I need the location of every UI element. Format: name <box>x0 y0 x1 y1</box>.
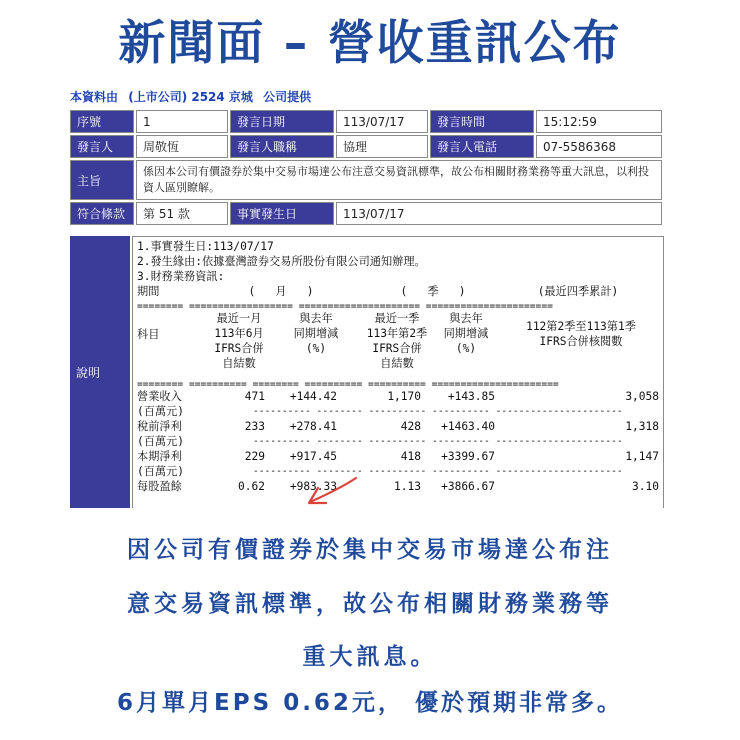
period-quarter: ( 季 ) <box>400 285 466 298</box>
row-pretax-b: +278.41 <box>289 420 337 433</box>
info-row-2 <box>70 135 662 158</box>
row-pretax-unit: (百萬元) <box>137 435 185 448</box>
row-net-c: 418 <box>400 450 421 463</box>
row-revenue-c: 1,170 <box>387 390 421 403</box>
serial-label: 序號 <box>70 110 134 133</box>
source-line <box>70 88 317 105</box>
source-suffix: 公司提供 <box>263 90 312 104</box>
row-revenue-name: 營業收入 <box>137 390 182 403</box>
row-eps-e: 3.10 <box>632 480 659 493</box>
col-d-header: 與去年 同期增減 (%) <box>443 312 489 355</box>
phone-value: 07-5586368 <box>536 135 662 158</box>
row-eps-name: 每股盈餘 <box>137 480 182 493</box>
source-company: (上市公司) 2524 京城 <box>128 90 253 104</box>
col-a-header: 最近一月 113年6月 IFRS合併 自結數 <box>214 312 264 370</box>
desc-line-2: 2.發生緣由:依據臺灣證券交易所股份有限公司通知辦理。 <box>137 255 426 268</box>
row-net-d: +3399.67 <box>441 450 495 463</box>
date-label: 發言日期 <box>230 110 334 133</box>
source-prefix: 本資料由 <box>70 90 119 104</box>
col-e-header: 112第2季至113第1季 IFRS合併核閱數 <box>526 320 636 348</box>
info-row-4 <box>70 202 662 225</box>
desc-line-1: 1.事實發生日:113/07/17 <box>137 240 274 253</box>
dash-1: ---------- -------- ---------- ---------- ---------------------- <box>201 406 623 417</box>
headline: 新聞面 – 營收重訊公布 <box>118 16 622 71</box>
separator-2: ======== ========== ======== ========== ========== ====================== <box>137 379 559 390</box>
row-net-b: +917.45 <box>289 450 337 463</box>
row-revenue-d: +143.85 <box>447 390 495 403</box>
col-c-header: 最近一季 113年第2季 IFRS合併 自結數 <box>366 312 428 370</box>
event-value: 113/07/17 <box>336 202 662 225</box>
time-value: 15:12:59 <box>536 110 662 133</box>
dash-2: ---------- -------- ---------- ---------- ---------------------- <box>201 436 623 447</box>
period-month: ( 月 ) <box>248 285 314 298</box>
speaker-value: 周敬恆 <box>136 135 228 158</box>
clause-label: 符合條款 <box>70 202 134 225</box>
subject-value: 係因本公司有價證券於集中交易市場達公布注意交易資訊標準，故公布相關財務業務等重大訊息，以利投資人區別瞭解。 <box>136 160 662 200</box>
row-pretax-c: 428 <box>400 420 421 433</box>
caption-line-3: 重大訊息。 <box>302 644 438 670</box>
desc-label: 說明 <box>70 236 130 508</box>
row-revenue-unit: (百萬元) <box>137 405 185 418</box>
serial-value: 1 <box>136 110 228 133</box>
row-eps-c: 1.13 <box>394 480 421 493</box>
phone-label: 發言人電話 <box>430 135 534 158</box>
caption-line-1: 因公司有價證券於集中交易市場達公布注 <box>127 537 613 563</box>
time-label: 發言時間 <box>430 110 534 133</box>
period-label: 期間 <box>137 285 160 298</box>
row-revenue-b: +144.42 <box>289 390 337 403</box>
col-b-header: 與去年 同期增減 (%) <box>293 312 339 355</box>
dash-3: ---------- -------- ---------- ---------- ---------------------- <box>201 466 623 477</box>
subject-label: 主旨 <box>70 160 134 200</box>
row-revenue-a: 471 <box>244 390 265 403</box>
row-net-unit: (百萬元) <box>137 465 185 478</box>
caption-line-2: 意交易資訊標準，故公布相關財務業務等 <box>127 591 613 617</box>
period-four: (最近四季累計) <box>537 285 619 298</box>
separator-1: ======== ================== ===================== ====================== <box>137 301 553 312</box>
row-net-a: 229 <box>244 450 265 463</box>
row-pretax-a: 233 <box>244 420 265 433</box>
desc-line-3: 3.財務業務資訊: <box>137 270 225 283</box>
speaker-label: 發言人 <box>70 135 134 158</box>
row-pretax-d: +1463.40 <box>441 420 495 433</box>
row-pretax-e: 1,318 <box>625 420 659 433</box>
row-eps-a: 0.62 <box>238 480 265 493</box>
date-value: 113/07/17 <box>336 110 428 133</box>
announcement-card <box>62 84 668 508</box>
caption-line-4: 6月單月EPS 0.62元， 優於預期非常多。 <box>117 690 623 716</box>
title-value: 協理 <box>336 135 428 158</box>
info-row-1 <box>70 110 662 133</box>
row-revenue-e: 3,058 <box>625 390 659 403</box>
subject-col: 科目 <box>137 328 160 341</box>
event-label: 事實發生日 <box>230 202 334 225</box>
row-net-name: 本期淨利 <box>137 450 182 463</box>
row-pretax-name: 稅前淨利 <box>137 420 182 433</box>
row-eps-d: +3866.67 <box>441 480 495 493</box>
clause-value: 第 51 款 <box>136 202 228 225</box>
row-eps-b: +983.33 <box>289 480 337 493</box>
hand-drawn-arrow-icon <box>300 476 360 508</box>
desc-body <box>132 236 664 508</box>
info-row-3 <box>70 160 662 200</box>
title-label: 發言人職稱 <box>230 135 334 158</box>
info-table <box>68 108 664 227</box>
row-net-e: 1,147 <box>625 450 659 463</box>
